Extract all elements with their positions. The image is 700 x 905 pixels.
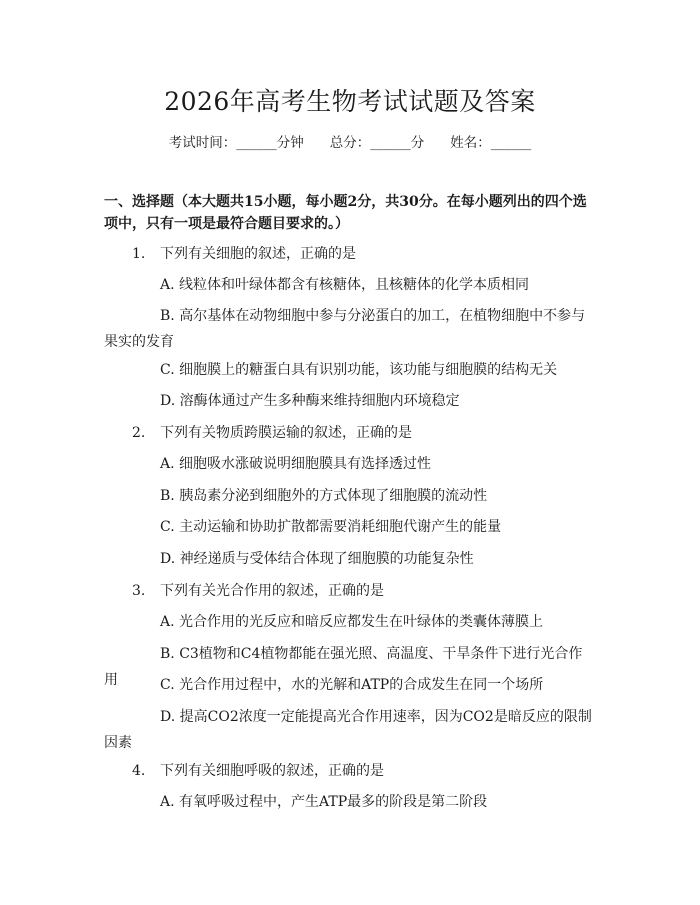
- answer-option: D. 神经递质与受体结合体现了细胞膜的功能复杂性: [160, 551, 474, 567]
- answer-option: C. 细胞膜上的糖蛋白具有识别功能，该功能与细胞膜的结构无关: [160, 362, 558, 378]
- answer-option: B. 胰岛素分泌到细胞外的方式体现了细胞膜的流动性: [160, 488, 488, 504]
- answer-option: D. 溶酶体通过产生多种酶来维持细胞内环境稳定: [160, 393, 460, 409]
- student-name-field: 姓名：______: [450, 135, 532, 151]
- answer-option: A. 线粒体和叶绿体都含有核糖体，且核糖体的化学本质相同: [160, 277, 530, 293]
- question-number: 3.: [132, 583, 146, 599]
- answer-option: A. 光合作用的光反应和暗反应都发生在叶绿体的类囊体薄膜上: [160, 614, 544, 630]
- answer-option: A. 有氧呼吸过程中，产生ATP最多的阶段是第二阶段: [160, 794, 488, 810]
- question-stem: [104, 578, 596, 604]
- page-title: 2026年高考生物考试试题及答案: [164, 87, 536, 116]
- question-number: 1.: [132, 246, 146, 262]
- answer-option: B. 高尔基体在动物细胞中参与分泌蛋白的加工，在植物细胞中不参与果实的发育: [104, 308, 586, 350]
- answer-option: C. 光合作用过程中，水的光解和ATP的合成发生在同一个场所: [160, 677, 544, 693]
- exam-info-line: [0, 131, 700, 151]
- answer-option: D. 提高CO2浓度一定能提高光合作用速率，因为CO2是暗反应的限制因素: [104, 709, 592, 751]
- question-number: 4.: [132, 763, 146, 779]
- question-text: 下列有关细胞的叙述，正确的是: [160, 246, 356, 262]
- total-score-field: 总分：______分: [329, 135, 425, 151]
- answer-option: A. 细胞吸水涨破说明细胞膜具有选择透过性: [160, 456, 432, 472]
- question-text: 下列有关细胞呼吸的叙述，正确的是: [160, 763, 384, 779]
- question-stem: [104, 241, 596, 267]
- section-heading: 一、选择题（本大题共15小题，每小题2分，共30分。在每小题列出的四个选项中，只有一项是最符合题目要求的。）: [104, 194, 587, 232]
- answer-option: C. 主动运输和协助扩散都需要消耗细胞代谢产生的能量: [160, 519, 502, 535]
- exam-time-field: 考试时间：______分钟: [168, 135, 304, 151]
- question-number: 2.: [132, 425, 146, 441]
- question-stem: [104, 758, 596, 784]
- question-text: 下列有关物质跨膜运输的叙述，正确的是: [160, 425, 412, 441]
- question-stem: [104, 420, 596, 446]
- question-text: 下列有关光合作用的叙述，正确的是: [160, 583, 384, 599]
- answer-option: B. C3植物和C4植物都能在强光照、高温度、干旱条件下进行光合作用: [104, 646, 583, 688]
